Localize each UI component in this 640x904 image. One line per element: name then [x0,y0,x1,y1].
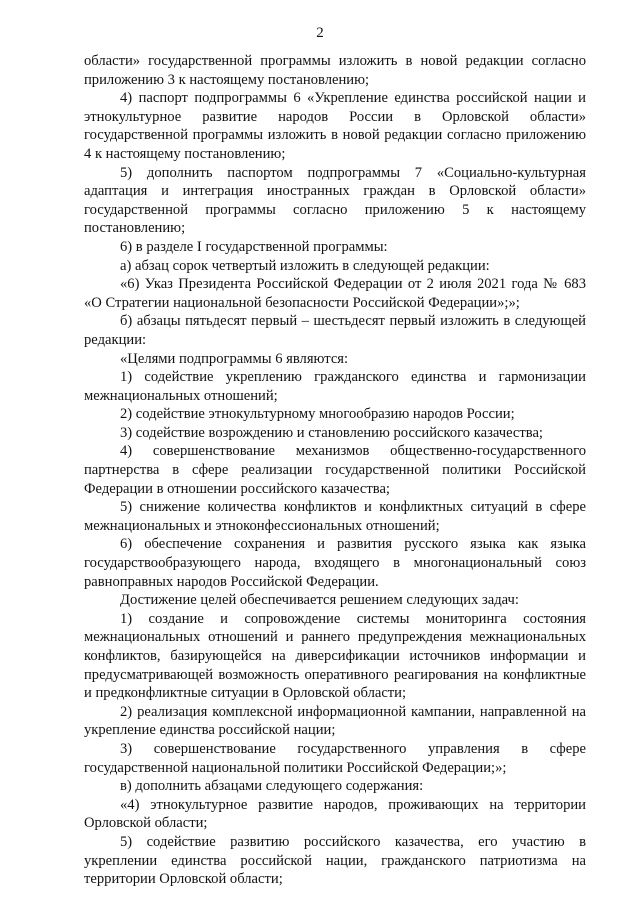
paragraph: в) дополнить абзацами следующего содержания: [120,778,424,795]
paragraph: 6) обеспечение сохранения и развития русского языка как языка государствообразующего народа, входящего в многонациональный союз равноправных народов Российской Федерации. [84,536,586,590]
paragraph: «6) Указ Президента Российской Федерации от 2 июля 2021 года № 683 «О Стратегии национальной безопасности Российской Федерации»;»; [84,276,586,311]
paragraph: а) абзац сорок четвертый изложить в следующей редакции: [120,257,490,274]
paragraph: «4) этнокультурное развитие народов, проживающих на территории Орловской области; [84,796,586,832]
paragraph: Достижение целей обеспечивается решением следующих задач: [120,592,519,609]
paragraph: 5) дополнить паспортом подпрограммы 7 «Социально-культурная адаптация и интеграция иностранных граждан в Орловской области» государственной программы согласно приложению 5 к настоящему постановлению; [84,164,586,237]
paragraph: б) абзацы пятьдесят первый – шестьдесят первый изложить в следующей редакции: [84,313,586,348]
paragraph: 4) совершенствование механизмов общественно-государственного партнерства в сфере реализации государственной политики Российской Федерации в отношении российского казачества; [84,443,586,497]
paragraph: 3) совершенствование государственного управления в сфере государственной национальной политики Российской Федерации;»; [84,740,586,776]
paragraph: 1) создание и сопровождение системы мониторинга состояния межнациональных отношений и раннего предупреждения межнациональных конфликтов, базирующейся на диверсификации источников информации и предусматривающей возможность оперативного реагирования на конфликтные и предконфликтные ситуации в Орловской области; [84,610,586,702]
paragraph: 2) содействие этнокультурному многообразию народов России; [120,406,515,423]
paragraph: 3) содействие возрождению и становлению российского казачества; [120,424,543,441]
paragraph: «Целями подпрограммы 6 являются: [120,350,349,367]
paragraph: 2) реализация комплексной информационной кампании, направленной на укрепление единства российской нации; [84,703,586,739]
paragraph: 1) содействие укреплению гражданского единства и гармонизации межнациональных отношений; [84,369,586,404]
paragraph: области» государственной программы изложить в новой редакции согласно приложению 3 к настоящему постановлению; [84,53,586,88]
paragraph: 4) паспорт подпрограммы 6 «Укрепление единства российской нации и этнокультурное развитие народов России в Орловской области» государственной программы изложить в новой редакции согласно приложению 4 к настоящему постановлению; [84,90,586,162]
paragraph: 6) в разделе I государственной программы: [120,238,388,255]
document-body [84,52,586,889]
page-number: 2 [316,25,324,41]
paragraph: 5) снижение количества конфликтов и конфликтных ситуаций в сфере межнациональных и этноконфессиональных отношений; [84,499,586,534]
paragraph: 5) содействие развитию российского казачества, его участию в укреплении единства российской нации, гражданского патриотизма на территории Орловской области; [84,833,586,888]
